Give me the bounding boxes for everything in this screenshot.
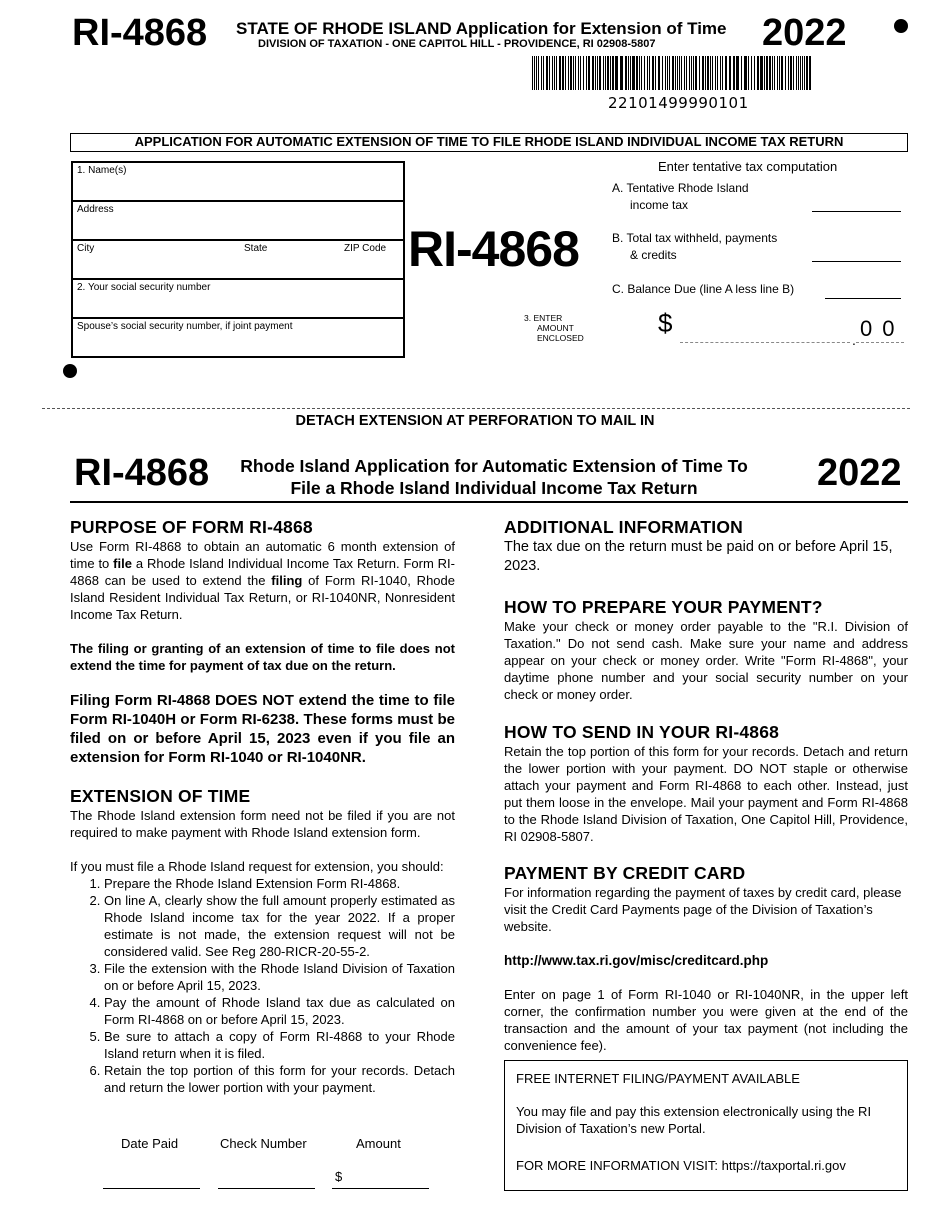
barcode-bar <box>725 56 727 90</box>
detach-instruction: DETACH EXTENSION AT PERFORATION TO MAIL IN <box>295 413 655 429</box>
barcode-bar <box>793 56 794 90</box>
barcode-bar <box>667 56 668 90</box>
portal-link[interactable]: FOR MORE INFORMATION VISIT: https://taxportal.ri.gov <box>516 1158 846 1173</box>
barcode-bar <box>534 56 535 90</box>
amount-enclosed-input[interactable] <box>680 342 850 343</box>
ssn-label: 2. Your social security number <box>77 282 211 293</box>
left-column <box>70 516 455 1096</box>
barcode-bar <box>630 56 631 90</box>
spouse-ssn-label: Spouse’s social security number, if joint payment <box>77 321 293 332</box>
barcode-bar <box>689 56 690 90</box>
check-number-label: Check Number <box>220 1136 307 1151</box>
credit-card-heading: PAYMENT BY CREDIT CARD <box>504 863 746 883</box>
barcode-bar <box>764 56 765 90</box>
barcode-bar <box>672 56 674 90</box>
barcode-bar <box>625 56 627 90</box>
step-item: 1. Prepare the Rhode Island Extension Form RI-4868. <box>104 875 455 892</box>
barcode-bar <box>644 56 645 90</box>
barcode-bar <box>781 56 783 90</box>
form-id-top: RI-4868 <box>72 12 208 54</box>
portal-heading: FREE INTERNET FILING/PAYMENT AVAILABLE <box>516 1071 800 1086</box>
confirmation-paragraph: Enter on page 1 of Form RI-1040 or RI-1040NR, in the upper left corner, the confirmation number you were given at the end of the transaction and the amount of your tax payment (not including the convenience fee). <box>504 987 908 1053</box>
barcode-bar <box>641 56 642 90</box>
extension-paragraph: The Rhode Island extension form need not be filed if you are not required to make payment with Rhode Island extension form. <box>70 808 455 840</box>
barcode <box>532 56 814 90</box>
barcode-bar <box>809 56 811 90</box>
name-field[interactable] <box>73 163 403 202</box>
barcode-bar <box>699 56 700 90</box>
barcode-bar <box>559 56 561 90</box>
barcode-bar <box>599 56 601 90</box>
barcode-bar <box>595 56 596 90</box>
portal-info-box <box>504 1060 908 1191</box>
header-rule <box>70 501 908 503</box>
instructions-title: Rhode Island Application for Automatic Extension of Time To File a Rhode Island Individual Income Tax Return <box>240 456 748 498</box>
barcode-bar <box>658 56 660 90</box>
barcode-bar <box>552 56 553 90</box>
barcode-bar <box>757 56 759 90</box>
barcode-bar <box>802 56 803 90</box>
barcode-bar <box>636 56 638 90</box>
barcode-bar <box>546 56 548 90</box>
barcode-bar <box>632 56 635 90</box>
barcode-bar <box>772 56 773 90</box>
barcode-bar <box>532 56 533 90</box>
amount-dollar-sign: $ <box>335 1169 343 1184</box>
barcode-bar <box>748 56 749 90</box>
amount-input[interactable] <box>332 1188 429 1189</box>
barcode-bar <box>686 56 687 90</box>
barcode-bar <box>538 56 539 90</box>
purpose-heading: PURPOSE OF FORM RI-4868 <box>70 517 313 537</box>
barcode-bar <box>707 56 709 90</box>
barcode-bar <box>665 56 666 90</box>
barcode-bar <box>754 56 755 90</box>
barcode-bar <box>639 56 640 90</box>
portal-paragraph: You may file and pay this extension electronically using the RI Division of Taxation’s new Portal. <box>516 1104 872 1136</box>
barcode-bar <box>578 56 579 90</box>
decimal-point: . <box>852 332 856 348</box>
cents-underline <box>856 342 904 343</box>
barcode-number: 22101499990101 <box>608 94 749 112</box>
address-label: Address <box>77 204 114 215</box>
barcode-bar <box>573 56 574 90</box>
barcode-bar <box>541 56 542 90</box>
perforation-line <box>42 408 910 409</box>
barcode-bar <box>788 56 789 90</box>
credit-card-paragraph: For information regarding the payment of taxes by credit card, please visit the Credit Card Payments page of the Division of Taxation’s website. <box>504 885 902 934</box>
barcode-bar <box>681 56 682 90</box>
barcode-bar <box>736 56 739 90</box>
barcode-bar <box>588 56 590 90</box>
barcode-bar <box>675 56 676 90</box>
barcode-bar <box>777 56 778 90</box>
barcode-bar <box>607 56 609 90</box>
check-number-input[interactable] <box>218 1188 315 1189</box>
prepare-paragraph: Make your check or money order payable to the "R.I. Division of Taxation." Do not send cash. Make sure your name and address appear on your check or money order. Write "Form RI-4868", your daytime phone number and your social security number on your check or money order. <box>504 619 908 702</box>
year-top: 2022 <box>762 12 847 54</box>
barcode-bar <box>722 56 723 90</box>
barcode-bar <box>741 56 742 90</box>
barcode-bar <box>570 56 572 90</box>
barcode-bar <box>586 56 587 90</box>
barcode-bar <box>705 56 706 90</box>
barcode-bar <box>556 56 557 90</box>
prepare-heading: HOW TO PREPARE YOUR PAYMENT? <box>504 597 823 617</box>
barcode-bar <box>766 56 768 90</box>
barcode-bar <box>543 56 544 90</box>
additional-heading: ADDITIONAL INFORMATION <box>504 517 744 537</box>
name-label: 1. Name(s) <box>77 165 127 176</box>
barcode-bar <box>695 56 697 90</box>
header-title: STATE OF RHODE ISLAND Application for Extension of Time <box>236 19 727 38</box>
tentative-heading: Enter tentative tax computation <box>658 159 838 174</box>
taxpayer-info-box <box>71 161 405 358</box>
extension-intro: If you must file a Rhode Island request for extension, you should: <box>70 859 444 874</box>
barcode-bar <box>568 56 569 90</box>
state-label: State <box>244 243 268 254</box>
barcode-bar <box>774 56 775 90</box>
barcode-bar <box>612 56 614 90</box>
ssn-field[interactable] <box>73 280 403 319</box>
barcode-bar <box>712 56 713 90</box>
payment-notice: The filing or granting of an extension of time to file does not extend the time for payment of tax due on the return. <box>70 641 455 673</box>
barcode-bar <box>603 56 604 90</box>
barcode-bar <box>662 56 663 90</box>
barcode-bar <box>744 56 747 90</box>
barcode-bar <box>790 56 792 90</box>
form-id-bottom: RI-4868 <box>74 452 210 494</box>
line-b-input[interactable] <box>812 261 901 262</box>
amount-label: Amount <box>356 1136 401 1151</box>
barcode-bar <box>702 56 704 90</box>
barcode-bar <box>798 56 799 90</box>
barcode-bar <box>677 56 678 90</box>
purpose-paragraph: Use Form RI-4868 to obtain an automatic 6 month extension of time to file a Rhode Island Individual Income Tax Return. Form RI-4868 can be used to extend the filing of Form RI-1040, Rhode Island Resident Individual Tax Return, or RI-1040NR, Nonresident Income Tax Return. <box>70 539 455 622</box>
barcode-bar <box>565 56 566 90</box>
enter-amount-label: 3. ENTER AMOUNT ENCLOSED <box>524 313 584 343</box>
barcode-bar <box>729 56 731 90</box>
registration-dot-bottom <box>63 364 77 378</box>
extension-heading: EXTENSION OF TIME <box>70 786 251 806</box>
barcode-bar <box>796 56 797 90</box>
barcode-bar <box>691 56 692 90</box>
step-item: 5. Be sure to attach a copy of Form RI-4868 to your Rhode Island return when it is filed. <box>104 1028 455 1062</box>
right-column <box>504 516 908 1054</box>
line-a-input[interactable] <box>812 211 901 212</box>
barcode-bar <box>583 56 584 90</box>
barcode-bar <box>628 56 629 90</box>
barcode-bar <box>769 56 771 90</box>
barcode-bar <box>669 56 670 90</box>
barcode-bar <box>554 56 555 90</box>
cents-value: 00 <box>860 316 905 341</box>
barcode-bar <box>679 56 680 90</box>
line-b-label: B. Total tax withheld, payments & credits <box>612 231 778 262</box>
line-c-input[interactable] <box>825 298 901 299</box>
barcode-bar <box>610 56 611 90</box>
barcode-bar <box>715 56 716 90</box>
registration-dot-top <box>894 19 908 33</box>
barcode-bar <box>720 56 721 90</box>
barcode-bar <box>575 56 576 90</box>
barcode-bar <box>779 56 780 90</box>
step-item: 6. Retain the top portion of this form for your records. Detach and return the lower portion with your payment. <box>104 1062 455 1096</box>
barcode-bar <box>649 56 650 90</box>
header-subtitle: DIVISION OF TAXATION - ONE CAPITOL HILL - PROVIDENCE, RI 02908-5807 <box>258 38 656 50</box>
step-item: 3. File the extension with the Rhode Island Division of Taxation on or before April 15, 2023. <box>104 960 455 994</box>
barcode-bar <box>592 56 594 90</box>
dollar-sign: $ <box>658 308 673 338</box>
barcode-bar <box>580 56 581 90</box>
application-banner: APPLICATION FOR AUTOMATIC EXTENSION OF TIME TO FILE RHODE ISLAND INDIVIDUAL INCOME TAX RETURN <box>70 133 908 152</box>
credit-card-link[interactable]: http://www.tax.ri.gov/misc/creditcard.php <box>504 953 769 968</box>
barcode-bar <box>804 56 805 90</box>
barcode-bar <box>652 56 654 90</box>
line-c-label: C. Balance Due (line A less line B) <box>612 282 795 296</box>
barcode-bar <box>751 56 752 90</box>
zip-label: ZIP Code <box>344 243 387 254</box>
barcode-bar <box>605 56 606 90</box>
address-field[interactable] <box>73 202 403 241</box>
barcode-bar <box>785 56 786 90</box>
barcode-bar <box>647 56 648 90</box>
barcode-bar <box>806 56 808 90</box>
extension-steps <box>104 875 455 1096</box>
city-label: City <box>77 243 95 254</box>
barcode-bar <box>693 56 694 90</box>
barcode-bar <box>760 56 763 90</box>
barcode-bar <box>710 56 711 90</box>
step-item: 4. Pay the amount of Rhode Island tax due as calculated on Form RI-4868 on or before April 15, 2023. <box>104 994 455 1028</box>
barcode-bar <box>536 56 537 90</box>
barcode-bar <box>655 56 656 90</box>
additional-paragraph: The tax due on the return must be paid on or before April 15, 2023. <box>504 539 893 574</box>
send-heading: HOW TO SEND IN YOUR RI-4868 <box>504 722 780 742</box>
step-item: 2. On line A, clearly show the full amount properly estimated as Rhode Island income tax for the year 2022. If a proper estimate is not made, the extension request will not be considered valid. See Reg 280-RICR-20-55-2. <box>104 892 455 960</box>
date-paid-label: Date Paid <box>121 1136 179 1151</box>
barcode-bar <box>684 56 685 90</box>
line-a-label: A. Tentative Rhode Island income tax <box>612 181 749 212</box>
barcode-bar <box>717 56 718 90</box>
barcode-bar <box>549 56 550 90</box>
barcode-bar <box>620 56 623 90</box>
barcode-bar <box>615 56 618 90</box>
city-state-zip-field[interactable] <box>73 241 403 280</box>
barcode-bar <box>800 56 801 90</box>
year-bottom: 2022 <box>817 452 902 494</box>
date-paid-input[interactable] <box>103 1188 200 1189</box>
barcode-bar <box>562 56 564 90</box>
filing-notice: Filing Form RI-4868 DOES NOT extend the time to file Form RI-1040H or Form RI-6238. These forms must be filed on or before April 15, 2023 even if you file an extension for Form RI-1040 or RI-1040NR. <box>70 692 455 766</box>
barcode-bar <box>733 56 735 90</box>
spouse-ssn-field[interactable] <box>73 319 403 358</box>
send-paragraph: Retain the top portion of this form for your records. Detach and return the lower portion with your payment. DO NOT staple or otherwise attach your payment and Form RI-4868 to each other. Instead, just put them loose in the envelope. Mail your payment and Form RI-4868 to the Rhode Island Division of Taxation, One Capitol Hill, Providence, RI 02908-5807. <box>504 744 908 844</box>
barcode-bar <box>597 56 598 90</box>
form-id-large: RI-4868 <box>408 221 579 277</box>
